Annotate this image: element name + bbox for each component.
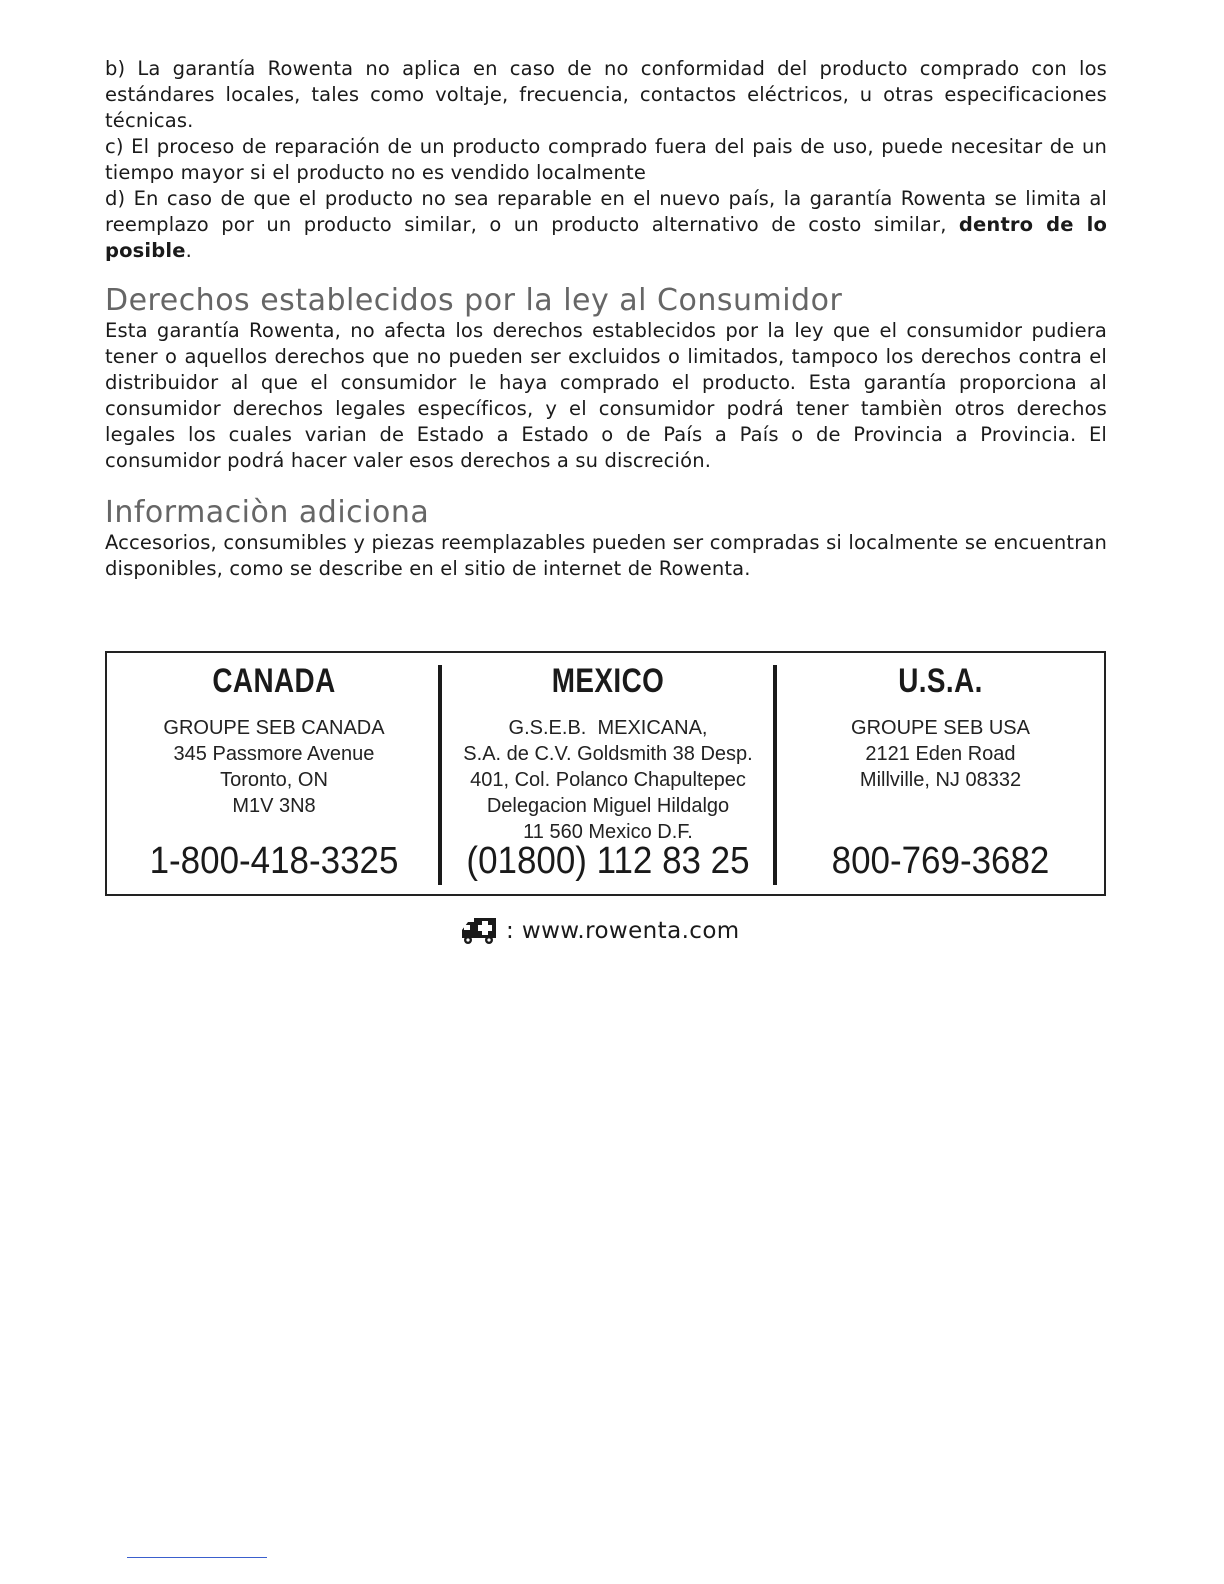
address-line: 345 Passmore Avenue (173, 743, 375, 765)
address-line: 11 560 Mexico D.F. (523, 821, 693, 843)
footer-rule (127, 1557, 267, 1558)
phone-number: 800-769-3682 (831, 840, 1050, 882)
address-line: M1V 3N8 (232, 795, 316, 817)
country-name: CANADA (212, 662, 336, 700)
consumer-rights-body: Esta garantía Rowenta, no afecta los derechos establecidos por la ley que el consumidor pudiera tener o aquellos derechos que no pueden ser excluidos o limitados, tampoco los derechos contra el distribuidor al que el consumidor le haya comprado el producto. Esta garantía proporciona al consumidor derechos legales específicos, y el consumidor podrá tener tambièn otros derechos legales los cuales varian de Estado a Estado o de País a País o de Provincia a Provincia. El consumidor podrá hacer valer esos derechos a su discreción. (105, 319, 1107, 472)
warranty-item-d (105, 186, 1107, 264)
address-line: GROUPE SEB CANADA (163, 717, 385, 739)
warranty-item-d-text: d) En caso de que el producto no sea reparable en el nuevo país, la garantía Rowenta se limita al reemplazo por un producto similar, o un producto alternativo de costo similar, (105, 187, 1107, 236)
country-name: U.S.A. (898, 662, 983, 700)
address-line: Toronto, ON (220, 769, 328, 791)
warranty-item-c: c) El proceso de reparación de un producto comprado fuera del pais de uso, puede necesitar de un tiempo mayor si el producto no es vendido localmente (105, 135, 1107, 184)
additional-info-title: Informaciòn adiciona (105, 495, 430, 530)
phone-number: 1-800-418-3325 (149, 840, 399, 882)
contact-box (105, 651, 1106, 896)
warranty-item-b: b) La garantía Rowenta no aplica en caso de no conformidad del producto comprado con los estándares locales, tales como voltaje, frecuencia, contactos eléctricos, u otras especificaciones técnicas. (105, 57, 1107, 132)
additional-info-body: Accesorios, consumibles y piezas reemplazables pueden ser compradas si localmente se encuentran disponibles, como se describe en el sitio de internet de Rowenta. (105, 531, 1107, 580)
contact-column-mexico (441, 653, 775, 894)
website-line (460, 913, 740, 949)
address-line: G.S.E.B. MEXICANA, (508, 717, 708, 739)
address-line: Millville, NJ 08332 (859, 769, 1022, 791)
contact-column-canada (107, 653, 441, 894)
document-body (105, 56, 1107, 582)
phone-number: (01800) 112 83 25 (466, 840, 750, 882)
address-line: GROUPE SEB USA (851, 717, 1030, 739)
address-line: Delegacion Miguel Hildalgo (486, 795, 730, 817)
website-url[interactable]: : www.rowenta.com (506, 918, 740, 944)
consumer-rights-title: Derechos establecidos por la ley al Consumidor (105, 283, 843, 318)
address-block (107, 715, 441, 819)
address-block (775, 715, 1106, 793)
contact-column-usa (775, 653, 1106, 894)
country-name: MEXICO (551, 662, 665, 700)
warranty-item-d-end: . (185, 239, 192, 262)
address-line: 401, Col. Polanco Chapultepec (470, 769, 746, 791)
address-block (441, 715, 775, 845)
address-line: 2121 Eden Road (865, 743, 1016, 765)
service-van-icon (460, 916, 498, 946)
warranty-item-d-bold: dentro de lo posible (105, 213, 1107, 262)
address-line: S.A. de C.V. Goldsmith 38 Desp. (463, 743, 753, 765)
